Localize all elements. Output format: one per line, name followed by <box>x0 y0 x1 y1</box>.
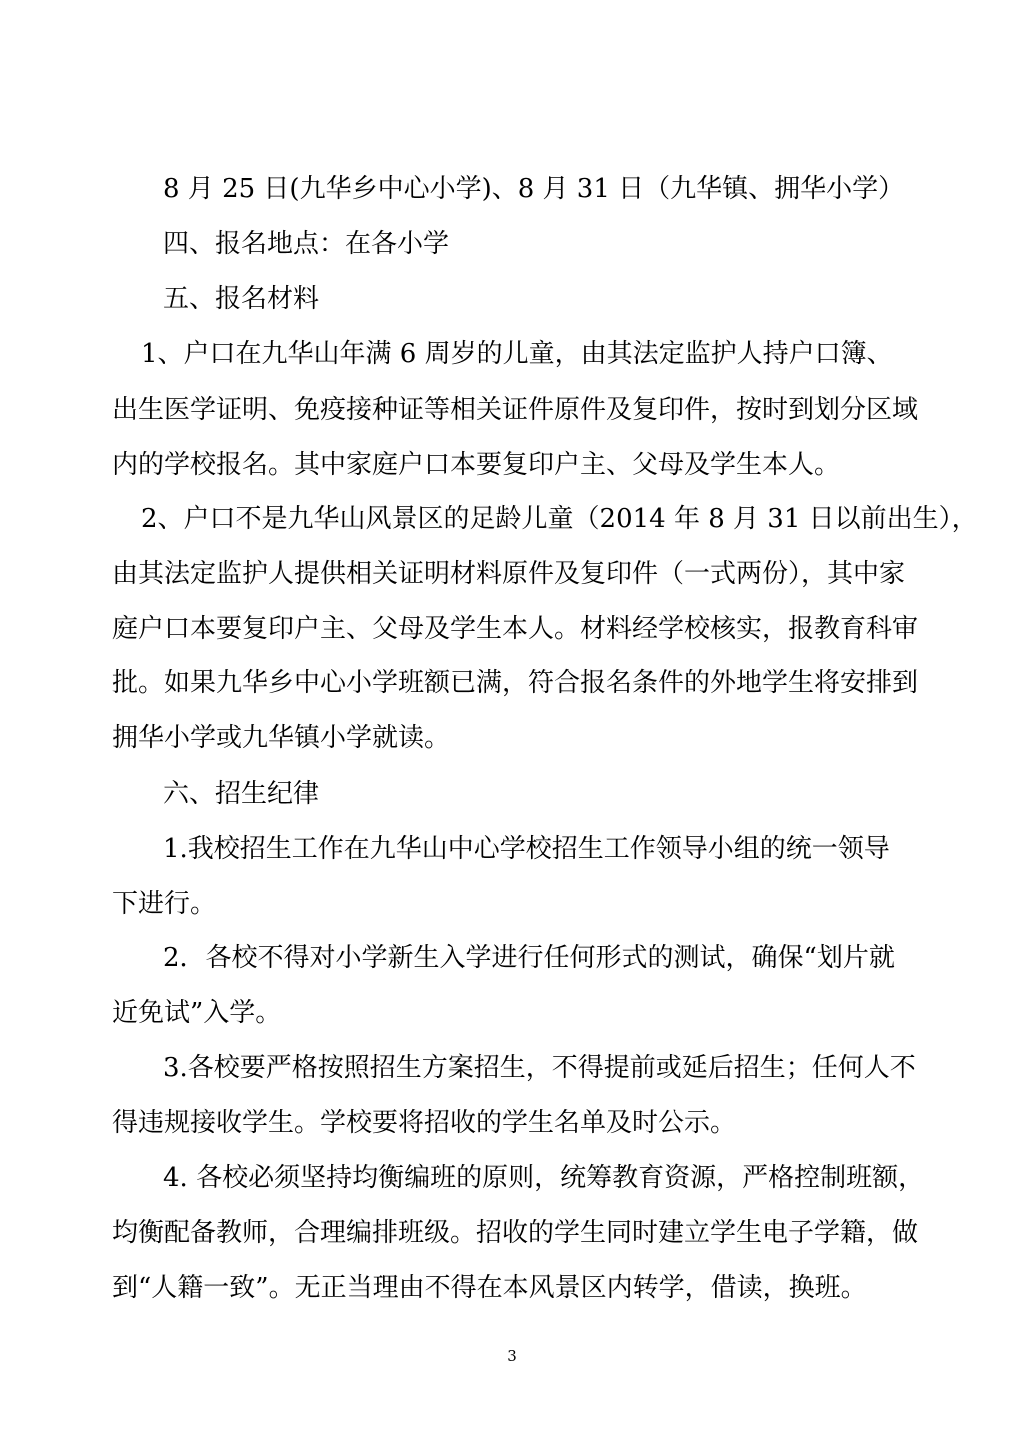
paragraph-line: 到“人籍一致”。无正当理由不得在本风景区内转学，借读，换班。 <box>112 1273 867 1303</box>
paragraph-line: 3.各校要严格按照招生方案招生，不得提前或延后招生；任何人不 <box>163 1053 916 1083</box>
paragraph-line: 2、户口不是九华山风景区的足龄儿童（2014 年 8 月 31 日以前出生）， <box>141 504 978 534</box>
section-heading-materials: 五、报名材料 <box>163 284 320 314</box>
paragraph-line: 得违规接收学生。学校要将招收的学生名单及时公示。 <box>112 1108 737 1138</box>
paragraph-line: 由其法定监护人提供相关证明材料原件及复印件（一式两份），其中家 <box>112 559 906 589</box>
paragraph-line: 4. 各校必须坚持均衡编班的原则，统筹教育资源，严格控制班额， <box>163 1163 925 1193</box>
paragraph-line: 1、户口在九华山年满 6 周岁的儿童，由其法定监护人持户口簿、 <box>141 339 893 369</box>
paragraph-line: 均衡配备教师，合理编排班级。招收的学生同时建立学生电子学籍，做 <box>112 1218 919 1248</box>
paragraph-line: 内的学校报名。其中家庭户口本要复印户主、父母及学生本人。 <box>112 450 841 480</box>
paragraph-line: 1.我校招生工作在九华山中心学校招生工作领导小组的统一领导 <box>163 834 890 864</box>
section-heading-location: 四、报名地点：在各小学 <box>163 229 450 259</box>
paragraph-line: 拥华小学或九华镇小学就读。 <box>112 723 451 753</box>
paragraph-line: 近免试”入学。 <box>112 998 282 1028</box>
paragraph-line: 下进行。 <box>112 889 217 919</box>
paragraph-line: 出生医学证明、免疫接种证等相关证件原件及复印件，按时到划分区域 <box>112 395 919 425</box>
paragraph-line: 2．各校不得对小学新生入学进行任何形式的测试，确保“划片就 <box>163 943 895 973</box>
section-heading-discipline: 六、招生纪律 <box>163 779 320 809</box>
paragraph-line: 庭户口本要复印户主、父母及学生本人。材料经学校核实，报教育科审 <box>112 614 919 644</box>
text-line-schedule-dates: 8 月 25 日(九华乡中心小学)、8 月 31 日（九华镇、拥华小学） <box>163 174 905 204</box>
page-number: 3 <box>507 1347 517 1365</box>
paragraph-line: 批。如果九华乡中心小学班额已满，符合报名条件的外地学生将安排到 <box>112 668 919 698</box>
